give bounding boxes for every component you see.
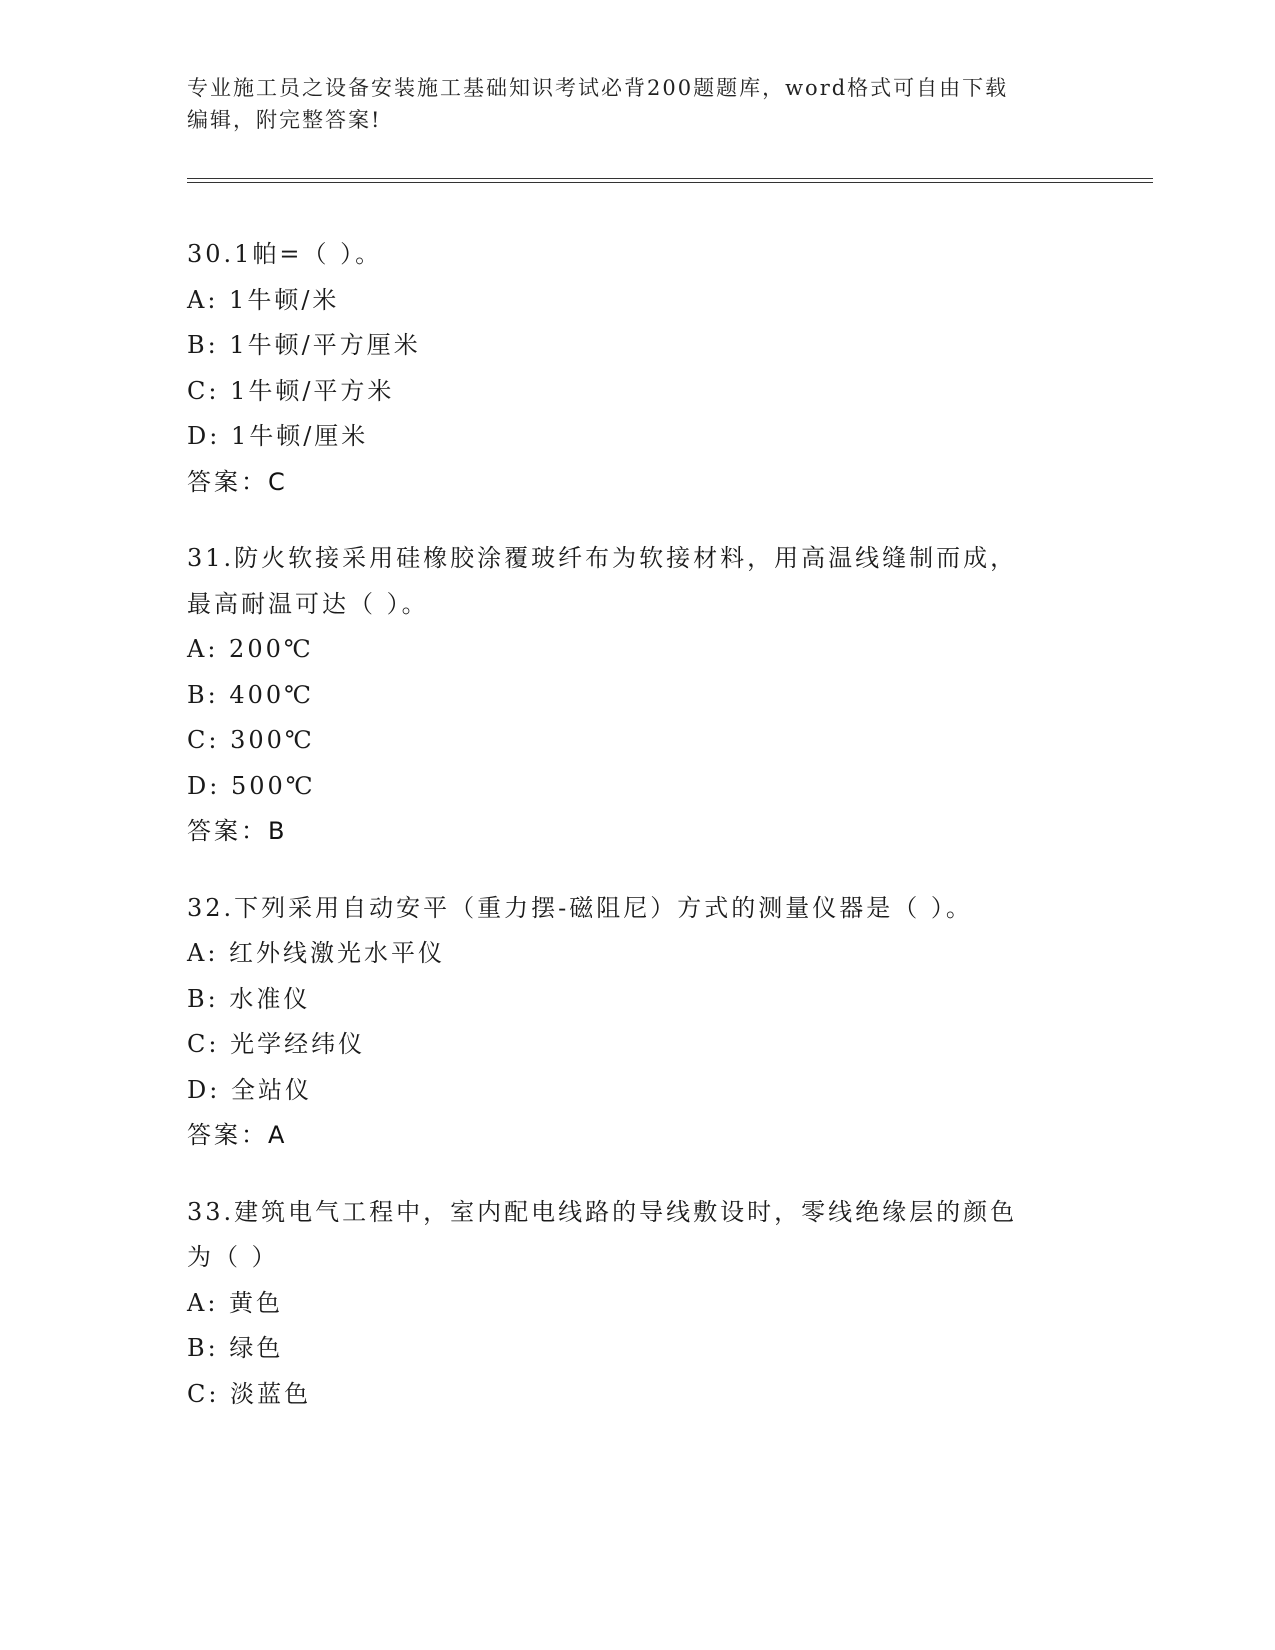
question-stem: 30.1帕=（ ）。	[187, 240, 383, 268]
question-stem: 32.下列采用自动安平（重力摆-磁阻尼）方式的测量仪器是（ ）。	[187, 893, 973, 922]
option-b: B: 400℃	[187, 680, 315, 709]
option-c: C: 1牛顿/平方米	[187, 376, 395, 405]
option-c: C: 淡蓝色	[187, 1379, 312, 1408]
option-d: D: 1牛顿/厘米	[187, 422, 369, 450]
header-line-1: 专业施工员之设备安装施工基础知识考试必背200题题库，word格式可自由下载	[187, 76, 1009, 100]
option-a: A: 200℃	[187, 635, 314, 663]
answer-text: 答案：B	[187, 817, 288, 845]
question-list	[187, 232, 1087, 1448]
question-stem-line-2: 最高耐温可达（ ）。	[187, 589, 429, 618]
option-c: C: 光学经纬仪	[187, 1030, 366, 1058]
option-b: B: 绿色	[187, 1334, 284, 1362]
answer-text: 答案：A	[187, 1121, 288, 1149]
option-a: A: 1牛顿/米	[187, 285, 340, 314]
option-b: B: 1牛顿/平方厘米	[187, 331, 421, 359]
document-header	[187, 72, 1087, 136]
option-c: C: 300℃	[187, 726, 315, 754]
option-d: D: 全站仪	[187, 1075, 312, 1104]
header-rule-top	[187, 178, 1153, 179]
header-line-2: 编辑，附完整答案!	[187, 108, 382, 132]
option-a: A: 红外线激光水平仪	[187, 939, 446, 967]
question-stem-line-1: 31.防火软接采用硅橡胶涂覆玻纤布为软接材料，用高温线缝制而成，	[187, 544, 1018, 572]
question-stem-line-1: 33.建筑电气工程中，室内配电线路的导线敷设时，零线绝缘层的颜色	[187, 1197, 1018, 1226]
question-stem-line-2: 为（ ）	[187, 1243, 279, 1271]
question-33	[187, 1190, 1087, 1418]
question-30	[187, 232, 1087, 505]
question-31	[187, 536, 1087, 855]
question-32	[187, 886, 1087, 1159]
option-d: D: 500℃	[187, 771, 316, 800]
answer-text: 答案：C	[187, 467, 288, 496]
header-rule-bottom	[187, 182, 1153, 183]
option-a: A: 黄色	[187, 1288, 284, 1317]
option-b: B: 水准仪	[187, 984, 311, 1013]
